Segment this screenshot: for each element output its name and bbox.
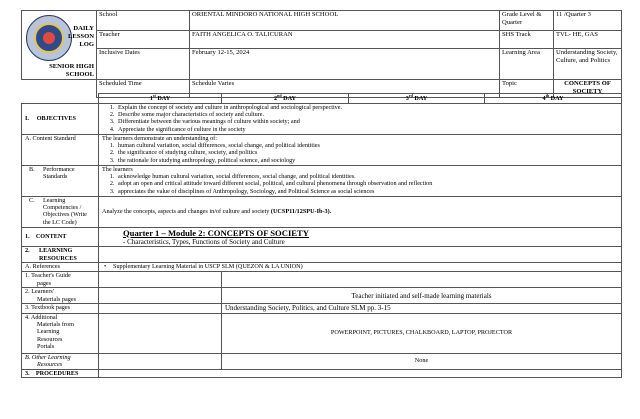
content-standard-body [99, 134, 622, 165]
module-title: Quarter 1 – Module 2: CONCEPTS OF SOCIETY [123, 227, 309, 238]
track-value: TVL- HE, GAS [554, 30, 622, 49]
deped-seal-logo [26, 15, 72, 61]
header-logo-cell [22, 11, 97, 80]
references-value: • Supplementary Learning Material in USCP SLM (QUEZON & LA UNION) [99, 263, 622, 272]
content-standard-intro: The learners demonstrate an understanding of: [102, 134, 217, 142]
time-value: Schedule Varies [190, 79, 500, 97]
performance-standard-label: B. Performance Standards [22, 165, 99, 196]
other-resources-label: B. Other Learning Resources [22, 353, 99, 369]
teacher-label: Teacher [97, 30, 190, 49]
content-standard-item: 2. the significance of studying culture, society, and politics [116, 149, 618, 156]
additional-materials-label: 4. Additional Materials from Learning Resources Portals [22, 313, 99, 353]
objective-item: 3. Differentiate between the various meanings of culture within society; and [116, 118, 618, 125]
module-subtitle: - Characteristics, Types, Functions of Society and Culture [123, 237, 285, 246]
additional-materials-value: POWERPOINT, PICTURES, CHALKBOARD, LAPTOP, PROJECTOR [222, 313, 622, 353]
learners-materials-value: Teacher initiated and self-made learning materials [222, 288, 622, 304]
competencies-label: C. Learning Competencies / Objectives (Write the LC Code) [22, 196, 99, 227]
competencies-code: (UCSP11/12SPU-Ib-3). [270, 207, 332, 215]
objective-item: 2. Describe some major characteristics of society and culture. [116, 111, 618, 118]
area-label: Learning Area [500, 49, 554, 79]
grade-label: Grade Level & Quarter [500, 11, 554, 31]
dates-value: February 12-15, 2024 [190, 49, 500, 79]
objective-item: 1. Explain the concept of society and culture in anthropological and sociological perspective. [116, 104, 618, 111]
school-value: ORIENTAL MINDORO NATIONAL HIGH SCHOOL [190, 11, 500, 31]
procedures-label: 3. PROCEDURES [22, 369, 99, 377]
objectives-list [99, 103, 622, 134]
dates-label: Inclusive Dates [97, 49, 190, 79]
teachers-guide-label: 1. Teacher's Guide pages [22, 272, 99, 288]
content-label: 1. CONTENT [22, 227, 99, 247]
learners-materials-label: 2. Learners' Materials pages [22, 288, 99, 304]
grade-value: 11 /Quarter 3 [554, 11, 622, 31]
performance-standard-item: 3. appreciates the value of disciplines of Anthropology, Sociology, and Political Science as social sciences [116, 188, 618, 195]
textbook-label: 3. Textbook pages [22, 304, 99, 313]
content-body [99, 227, 622, 247]
header-table [21, 10, 622, 98]
teacher-value: FAITH ANGELICA O. TALICURAN [190, 30, 500, 49]
day-2-header: 2nd DAY [222, 94, 349, 104]
day-4-header: 4th DAY [485, 94, 622, 104]
learning-resources-label: 2. LEARNING RESOURCES [22, 247, 99, 263]
track-label: SHS Track [500, 30, 554, 49]
day-3-header: 3rd DAY [349, 94, 485, 104]
area-value: Understanding Society, Culture, and Politics [554, 49, 622, 79]
lesson-table [21, 93, 622, 378]
other-resources-value: None [222, 353, 622, 369]
content-standard-item: 3. the rationale for studying anthropology, political science, and sociology [116, 157, 618, 164]
objective-item: 4. Appreciate the significance of culture in the society [116, 126, 618, 133]
topic-label: Topic [500, 79, 554, 97]
objectives-label: I. OBJECTIVES [22, 103, 99, 134]
bullet-icon: • [104, 263, 107, 271]
content-standard-label: A. Content Standard [22, 134, 99, 165]
topic-value: CONCEPTS OF SOCIETY [554, 79, 622, 97]
school-label: School [97, 11, 190, 31]
day-1-header: 1st DAY [99, 94, 222, 104]
competencies-text: Analyze the concepts, aspects and changes in/of culture and society [102, 207, 271, 215]
textbook-value: Understanding Society, Politics, and Culture SLM pp. 3-15 [222, 304, 622, 313]
content-standard-item: 1. human cultural variation, social differences, social change, and political identities [116, 142, 618, 149]
performance-standard-intro: The learners [102, 165, 133, 173]
shs-title: SENIOR HIGH SCHOOL [49, 63, 94, 78]
dll-title: DAILY LESSON LOG [67, 25, 94, 49]
competencies-body [99, 196, 622, 227]
performance-standard-item: 1. acknowledge human cultural variation, social differences, social change, and political identities. [116, 173, 618, 180]
performance-standard-body [99, 165, 622, 196]
references-label: A. References [22, 263, 99, 272]
performance-standard-item: 2. adopt an open and critical attitude toward different social, political, and cultural phenomena through observation and reflection [116, 180, 618, 187]
time-label: Scheduled Time [97, 79, 190, 97]
